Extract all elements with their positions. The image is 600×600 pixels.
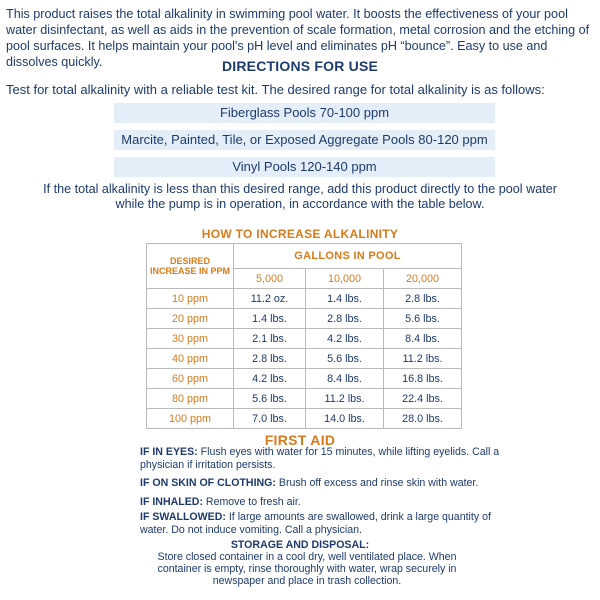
first-aid-text: Brush off excess and rinse skin with water. [275, 477, 479, 489]
dose-cell: 4.2 lbs. [306, 329, 384, 349]
first-aid-inhaled [140, 496, 500, 509]
table-row [147, 349, 462, 369]
table-row [147, 389, 462, 409]
dose-cell: 1.4 lbs. [306, 289, 384, 309]
first-aid-text: Remove to fresh air. [202, 496, 301, 508]
dose-cell: 28.0 lbs. [384, 409, 462, 429]
dose-cell: 5.6 lbs. [234, 389, 306, 409]
storage-heading: STORAGE AND DISPOSAL: [230, 539, 370, 551]
gallons-col-20000: 20,000 [384, 269, 462, 289]
first-aid-label: IF INHALED: [140, 496, 203, 508]
table-title: HOW TO INCREASE ALKALINITY [201, 227, 399, 241]
range-vinyl: Vinyl Pools 120-140 ppm [114, 157, 495, 177]
first-aid-text: If large amounts are swallowed, drink a large quantity of water. Do not induce vomiting. Call a physician. [140, 511, 491, 536]
dose-cell: 7.0 lbs. [234, 409, 306, 429]
first-aid-eyes [140, 446, 500, 471]
dose-cell: 16.8 lbs. [384, 369, 462, 389]
ppm-cell: 30 ppm [147, 329, 234, 349]
dose-cell: 2.1 lbs. [234, 329, 306, 349]
first-aid-heading: FIRST AID [264, 432, 336, 448]
table-row [147, 409, 462, 429]
first-aid-label: IF SWALLOWED: [140, 511, 226, 523]
table-row [147, 329, 462, 349]
dose-cell: 8.4 lbs. [384, 329, 462, 349]
dose-cell: 11.2 lbs. [306, 389, 384, 409]
dose-cell: 2.8 lbs. [234, 349, 306, 369]
dose-cell: 4.2 lbs. [234, 369, 306, 389]
directions-heading: DIRECTIONS FOR USE [221, 58, 379, 74]
table-row [147, 369, 462, 389]
dose-cell: 2.8 lbs. [384, 289, 462, 309]
if-less-paragraph: If the total alkalinity is less than this desired range, add this product directly to the pool water while the pump is in operation, in accordance with the table below. [43, 182, 557, 211]
ppm-cell: 60 ppm [147, 369, 234, 389]
test-instructions: Test for total alkalinity with a reliable test kit. The desired range for total alkalinity is as follows: [6, 82, 545, 97]
ppm-cell: 40 ppm [147, 349, 234, 369]
table-row [147, 289, 462, 309]
dose-cell: 1.4 lbs. [234, 309, 306, 329]
desired-increase-header: DESIRED INCREASE IN PPM [147, 244, 234, 289]
ppm-cell: 80 ppm [147, 389, 234, 409]
dose-cell: 22.4 lbs. [384, 389, 462, 409]
first-aid-label: IF ON SKIN OF CLOTHING: [140, 477, 276, 489]
first-aid-label: IF IN EYES: [140, 446, 198, 458]
storage-text: Store closed container in a cool dry, well ventilated place. When container is empty, rinse thoroughly with water, wrap securely in newspaper and place in trash collection. [157, 551, 457, 587]
dose-cell: 14.0 lbs. [306, 409, 384, 429]
dose-cell: 8.4 lbs. [306, 369, 384, 389]
alkalinity-table [146, 243, 462, 429]
first-aid-text: Flush eyes with water for 15 minutes, while lifting eyelids. Call a physician if irritation persists. [140, 446, 500, 471]
dose-cell: 2.8 lbs. [306, 309, 384, 329]
gallons-col-5000: 5,000 [234, 269, 306, 289]
first-aid-swallowed [140, 511, 500, 536]
dose-cell: 5.6 lbs. [306, 349, 384, 369]
range-fiberglass: Fiberglass Pools 70-100 ppm [114, 103, 495, 123]
intro-paragraph: This product raises the total alkalinity in swimming pool water. It boosts the effectiveness of your pool water disinfectant, as well as aids in the prevention of scale formation, metal corrosion and the etching of pool surfaces. It helps maintain your pool's pH level and eliminates pH “bounce”. Easy to use and dissolves quickly. [6, 7, 590, 69]
gallons-header: GALLONS IN POOL [234, 244, 462, 269]
ppm-cell: 20 ppm [147, 309, 234, 329]
dose-cell: 11.2 lbs. [384, 349, 462, 369]
dose-cell: 5.6 lbs. [384, 309, 462, 329]
table-header-row [147, 244, 462, 269]
dose-cell: 11.2 oz. [234, 289, 306, 309]
first-aid-skin [140, 477, 500, 490]
ppm-cell: 100 ppm [147, 409, 234, 429]
range-marcite: Marcite, Painted, Tile, or Exposed Aggregate Pools 80-120 ppm [114, 130, 495, 150]
ppm-cell: 10 ppm [147, 289, 234, 309]
gallons-col-10000: 10,000 [306, 269, 384, 289]
table-row [147, 309, 462, 329]
